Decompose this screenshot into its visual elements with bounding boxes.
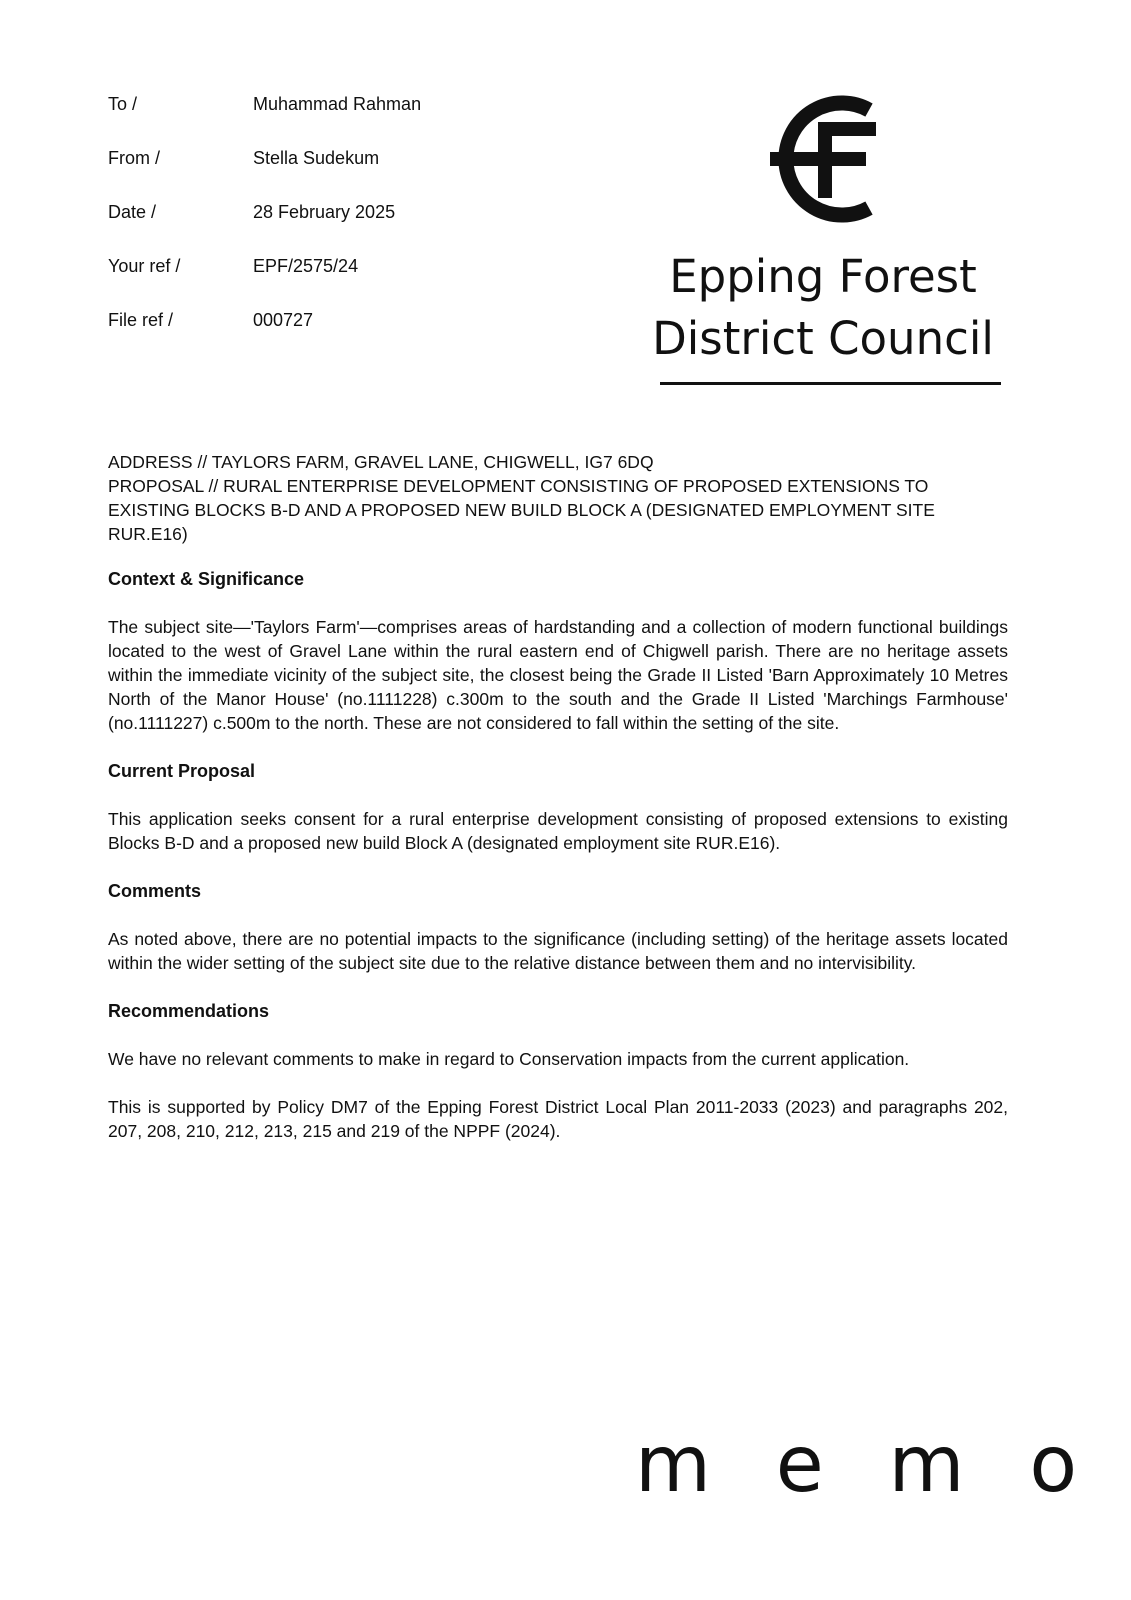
from-value: Stella Sudekum — [253, 148, 380, 168]
context-heading: Context & Significance — [108, 569, 305, 589]
council-name-line-2: District Council — [652, 312, 994, 365]
file-ref-row — [108, 309, 528, 363]
context-section — [108, 567, 1008, 735]
date-row — [108, 201, 528, 255]
comments-section — [108, 879, 1008, 975]
council-name — [650, 246, 996, 370]
recommendations-paragraph-1: We have no relevant comments to make in regard to Conservation impacts from the current application. — [108, 1049, 910, 1069]
comments-heading: Comments — [108, 881, 202, 901]
comments-paragraph: As noted above, there are no potential impacts to the significance (including setting) of the heritage assets located within the wider setting of the subject site due to the relative distance between them and no intervisibility. — [108, 929, 1008, 973]
from-row — [108, 147, 528, 201]
memo-body — [108, 567, 1008, 1167]
to-label: To / — [108, 94, 138, 114]
proposal-section — [108, 759, 1008, 855]
council-name-line-1: Epping Forest — [669, 250, 977, 303]
address-line: ADDRESS // TAYLORS FARM, GRAVEL LANE, CHIGWELL, IG7 6DQ — [108, 452, 654, 472]
proposal-paragraph: This application seeks consent for a rural enterprise development consisting of proposed extensions to existing Blocks B-D and a proposed new build Block A (designated employment site RUR.E16). — [108, 809, 1008, 853]
council-logo — [650, 88, 1010, 388]
memo-footer-label: m e m o — [635, 1420, 1098, 1510]
file-ref-value: 000727 — [253, 310, 314, 330]
file-ref-label: File ref / — [108, 310, 174, 330]
date-value: 28 February 2025 — [253, 202, 396, 222]
your-ref-value: EPF/2575/24 — [253, 256, 359, 276]
context-paragraph: The subject site—'Taylors Farm'—comprises areas of hardstanding and a collection of modern functional buildings located to the west of Gravel Lane within the rural eastern end of Chigwell parish. There are no heritage assets within the immediate vicinity of the subject site, the closest being the Grade II Listed 'Barn Approximately 10 Metres North of the Manor House' (no.1111228) c.300m to the south and the Grade II Listed 'Marchings Farmhouse' (no.1111227) c.500m to the north. These are not considered to fall within the setting of the site. — [108, 617, 1008, 733]
proposal-heading: Current Proposal — [108, 761, 256, 781]
recommendations-paragraph-2: This is supported by Policy DM7 of the Epping Forest District Local Plan 2011-2033 (2023) and paragraphs 202, 207, 208, 210, 212, 213, 215 and 219 of the NPPF (2024). — [108, 1097, 1008, 1141]
your-ref-row — [108, 255, 528, 309]
date-label: Date / — [108, 202, 157, 222]
from-label: From / — [108, 148, 160, 168]
your-ref-label: Your ref / — [108, 256, 181, 276]
ef-monogram-icon — [762, 88, 886, 230]
recommendations-section — [108, 999, 1008, 1143]
logo-divider — [660, 382, 1001, 385]
memo-header-fields — [108, 93, 528, 363]
to-row — [108, 93, 528, 147]
to-value: Muhammad Rahman — [253, 94, 422, 114]
recommendations-heading: Recommendations — [108, 1001, 270, 1021]
subject-block — [108, 450, 1008, 546]
proposal-line: PROPOSAL // RURAL ENTERPRISE DEVELOPMENT CONSISTING OF PROPOSED EXTENSIONS TO EXISTING BLOCKS B-D AND A PROPOSED NEW BUILD BLOCK A (DESIGNATED EMPLOYMENT SITE RUR.E16) — [108, 476, 935, 544]
